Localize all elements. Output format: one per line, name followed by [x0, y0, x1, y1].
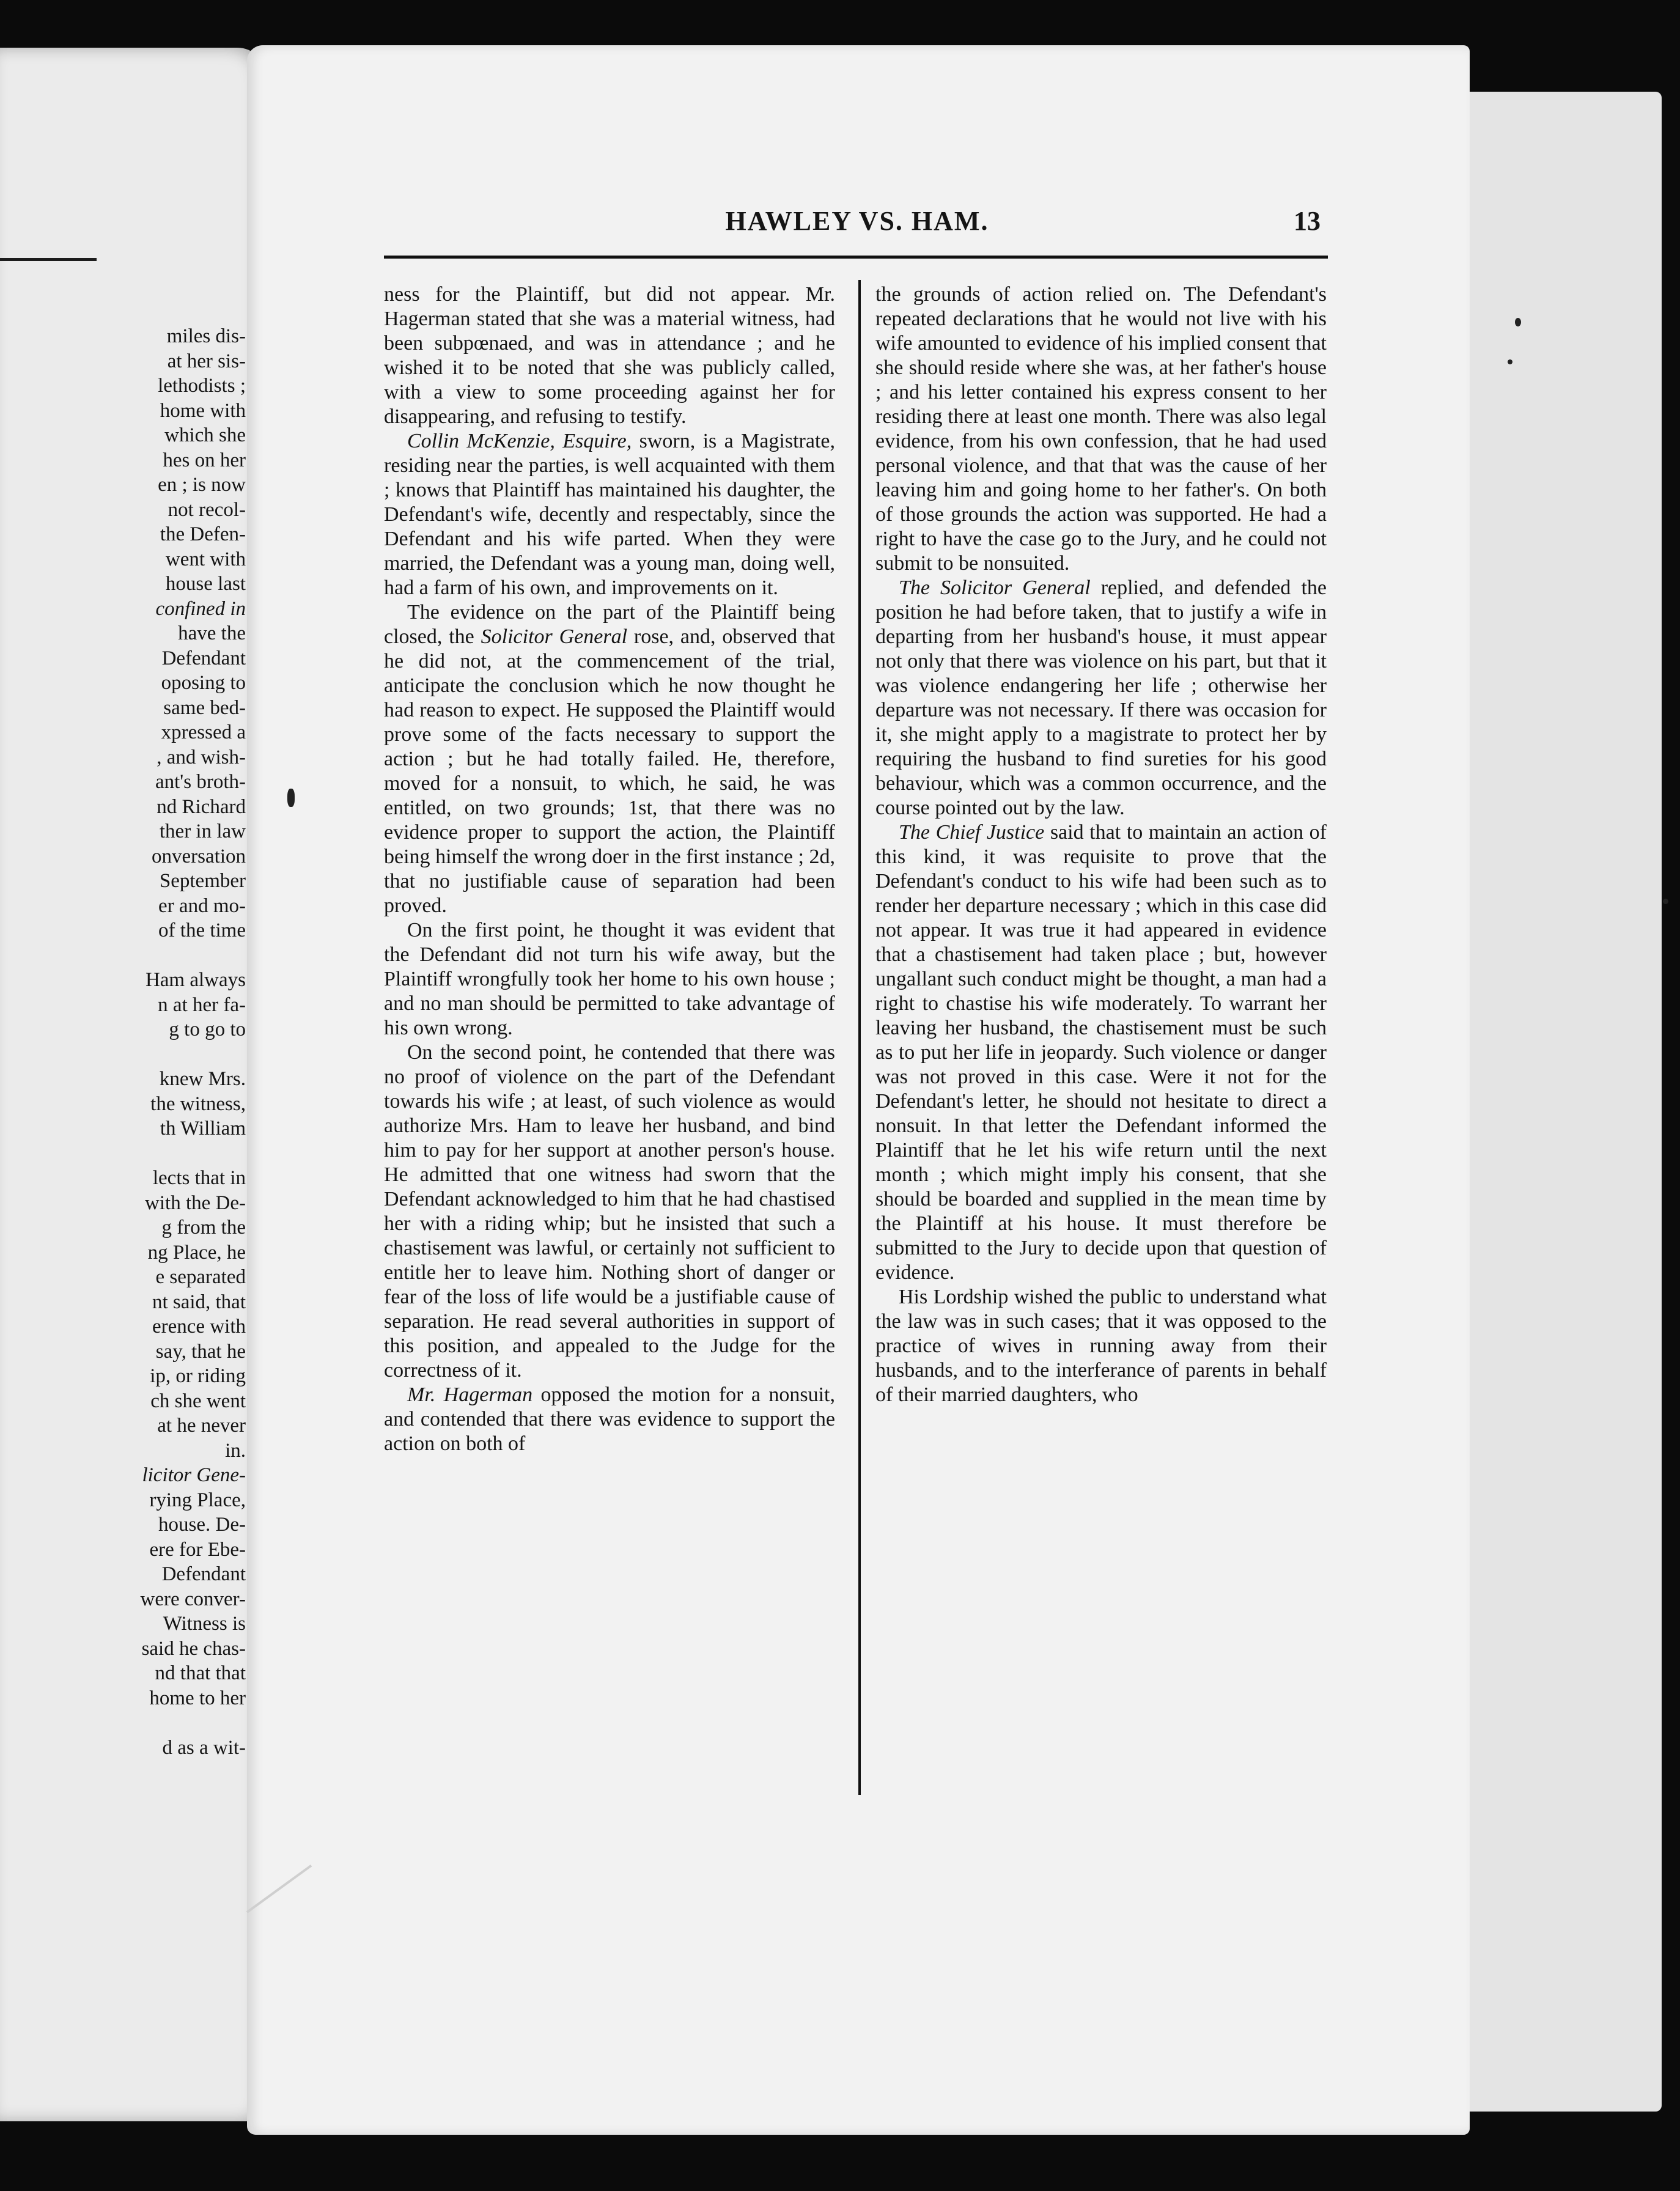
left-page-line: the witness, — [150, 1092, 246, 1115]
speaker-name: Solicitor General — [481, 625, 628, 648]
paragraph-text: the grounds of action relied on. The Defendant's repeated declarations that he would not live with his wife amounted to evidence of his implied consent that she should reside where she was, at her father's house ; and his letter contained his express consent to her residing there at least one month. There was also legal evidence, from his own confession, that he had used personal violence, and that that was the cause of her leaving him and going home to her father's. On both of those grounds the action was supported. He had a right to have the case go to the Jury, and he could not submit to be nonsuited. — [875, 283, 1327, 575]
left-page-line: same bed- — [163, 696, 246, 719]
left-page-line: oposing to — [161, 672, 246, 694]
left-page-line: nd Richard — [157, 795, 246, 818]
left-page-line: g to go to — [169, 1018, 246, 1040]
left-page-line: xpressed a — [161, 721, 246, 743]
ink-speck — [1663, 899, 1668, 904]
ink-speck — [1508, 359, 1512, 364]
left-page-line — [13, 1042, 246, 1067]
paragraph — [875, 820, 1327, 1285]
paragraph — [384, 918, 835, 1040]
left-page-line: Defendant — [161, 1563, 246, 1585]
left-page-line: have the — [178, 622, 246, 644]
left-page-line: th William — [160, 1118, 246, 1140]
left-page-line: Witness is — [163, 1613, 246, 1635]
left-page-line: lects that in — [152, 1167, 246, 1189]
paragraph-text: His Lordship wished the public to understand what the law was in such cases; that it was opposed to the practice of wives in running away from their husbands, and to the interferance of parents in behalf of their married daughters, who — [875, 1286, 1327, 1406]
witness-name: Collin McKenzie, Esquire, — [407, 430, 632, 452]
left-page-line: not recol- — [168, 498, 246, 521]
paragraph-text: rose, and, observed that he did not, at the commencement of the trial, anticipate the conclusion which he now thought he had reason to expect. He supposed the Plaintiff would prove some of the facts necessary to support the action ; but he had totally failed. He, therefore, moved for a nonsuit, to which, he said, he was entitled, on two grounds; 1st, that there was no evidence proper to support the action, the Plaintiff being himself the wrong doer in the first instance ; 2d, that no justifiable cause of separation had been proved. — [384, 625, 835, 917]
left-page-line: erence with — [152, 1316, 246, 1338]
text-column-2 — [875, 282, 1327, 1407]
paragraph — [875, 576, 1327, 820]
left-page-line: home to her — [149, 1687, 246, 1709]
left-page-line: ip, or riding — [150, 1365, 246, 1387]
speaker-name: The Chief Justice — [899, 821, 1045, 844]
left-page-line — [13, 943, 246, 968]
left-page-line: went with — [165, 548, 246, 570]
left-page-line: of the time — [158, 919, 246, 941]
left-page-line: rying Place, — [149, 1489, 246, 1511]
left-page-line: at her sis- — [167, 350, 246, 372]
left-page-line: confined in — [155, 597, 246, 620]
left-page-line: house. De- — [158, 1514, 246, 1536]
left-page-line: onversation — [152, 845, 246, 867]
left-page-line: with the De- — [145, 1191, 246, 1214]
left-page-column — [13, 324, 246, 1760]
paragraph — [384, 429, 835, 600]
left-page-line: said he chas- — [141, 1637, 246, 1660]
left-page-line — [13, 1710, 246, 1736]
left-page-line: ant's broth- — [155, 771, 246, 793]
ink-speck — [1515, 318, 1521, 326]
header-rule — [384, 256, 1328, 259]
left-page-line: ther in law — [159, 820, 246, 842]
left-page-line: which she — [164, 424, 246, 446]
gutter-crease — [246, 1865, 312, 1913]
left-page-line: in. — [225, 1439, 246, 1462]
paragraph-text: sworn, is a Magistrate, residing near the parties, is well acquainted with them ; knows that Plaintiff has maintained his daughter, the Defendant's wife, decently and respectably, since the Defendant and his wife parted. When they were married, the Defendant was a young man, doing well, had a farm of his own, and improvements on it. — [384, 430, 835, 599]
paragraph-text: On the first point, he thought it was evident that the Defendant did not turn his wife away, but the Plaintiff wrongfully took her home to his own house ; and no man should be permitted to take advantage of his own wrong. — [384, 919, 835, 1039]
page-number: 13 — [1294, 206, 1321, 236]
paragraph — [384, 600, 835, 918]
paragraph-text: On the second point, he contended that there was no proof of violence on the part of the Defendant towards his wife ; at least, of such violence as would authorize Mrs. Ham to leave her husband, and bind him to pay for her support at another person's house. He admitted that one witness had sworn that the Defendant acknowledged to him that he had chastised her with a riding whip; but he insisted that such a chastisement was lawful, or certainly not sufficient to entitle her to leave him. Nothing short of danger or fear of the loss of life would be a justifiable cause of separation. He read several authorities in support of this position, and appealed to the Judge for the correctness of it. — [384, 1041, 835, 1382]
paragraph-text: replied, and defended the position he had before taken, that to justify a wife in departing from her husband's house, it must appear not only that there was violence on his part, but that it was violence endangering her life ; otherwise her departure was not necessary. If there was occasion for it, she might apply to a magistrate to protect her by requiring the husband to find sureties for his good behaviour, which was a common occurrence, and the course pointed out by the law. — [875, 576, 1327, 819]
left-page-line: home with — [160, 399, 246, 422]
left-page-line — [13, 1141, 246, 1166]
left-page-line: house last — [165, 573, 246, 595]
paragraph-text: opposed the motion for a nonsuit, and contended that there was evidence to support the action on both of — [384, 1383, 835, 1455]
speaker-name: Mr. Hagerman — [407, 1383, 533, 1406]
left-page-line: d as a wit- — [162, 1736, 246, 1759]
left-page-line: were conver- — [140, 1588, 246, 1610]
left-page-line: say, that he — [155, 1340, 246, 1363]
paragraph — [384, 282, 835, 429]
left-page-line: g from the — [161, 1217, 246, 1239]
left-page-line: , and wish- — [157, 746, 246, 768]
paragraph-text: said that to maintain an action of this kind, it was requisite to prove that the Defendant's conduct to his wife had been such as to render her departure necessary ; which in this case did not appear. It was true it had appeared in evidence that a chastisement had taken place ; but, however ungallant such conduct might be thought, a man had a right to chastise his wife moderately. To warrant her leaving her husband, the chastisement must be such as to put her life in jeopardy. Such violence or danger was not proved in this case. Were it not for the Defendant's letter, he should not hesitate to direct a nonsuit. In that letter the Defendant informed the Plaintiff that he let his wife return until the next month ; which might imply his consent, that she should be boarded and supplied in the mean time by the Plaintiff at his house. It must therefore be submitted to the Jury to decide upon that question of evidence. — [875, 821, 1327, 1284]
left-page-line: miles dis- — [166, 325, 246, 347]
left-page-line: e separated — [155, 1266, 246, 1288]
left-page-line: at he never — [157, 1415, 246, 1437]
left-page-line: n at her fa- — [158, 993, 246, 1016]
ink-speck — [287, 789, 295, 807]
left-page-line: Ham always — [145, 969, 246, 991]
paragraph — [875, 282, 1327, 576]
paragraph-text: ness for the Plaintiff, but did not appear. Mr. Hagerman stated that she was a material witness, had been subpœnaed, and was in attendance ; and he wished it to be noted that she was publicly called, with a view to some proceeding against her for disappearing, and refusing to testify. — [384, 283, 835, 428]
column-divider — [858, 280, 861, 1795]
left-page-line: knew Mrs. — [159, 1068, 246, 1090]
paragraph — [384, 1383, 835, 1456]
left-page-line: licitor Gene- — [142, 1464, 246, 1486]
left-page-line: September — [159, 870, 246, 892]
left-page-line: nd that that — [155, 1662, 246, 1684]
left-page-line: the Defen- — [160, 523, 246, 545]
left-page-line: er and mo- — [158, 894, 246, 917]
left-page-line: ng Place, he — [147, 1241, 246, 1264]
left-page-rule — [0, 258, 97, 261]
paragraph-text: The evidence on the part of the Plaintiff being closed, the — [384, 601, 835, 648]
left-page-line: nt said, that — [152, 1291, 246, 1313]
left-page — [0, 48, 267, 2121]
left-page-line: lethodists ; — [158, 375, 246, 397]
left-page-line: Defendant — [161, 647, 246, 669]
text-column-1 — [384, 282, 835, 1456]
running-head: HAWLEY VS. HAM. — [725, 206, 989, 236]
left-page-line: en ; is now — [158, 474, 246, 496]
left-page-line: ch she went — [150, 1390, 246, 1412]
speaker-name: The Solicitor General — [899, 576, 1091, 599]
left-page-line: hes on her — [163, 449, 246, 471]
paragraph — [875, 1285, 1327, 1407]
paragraph — [384, 1040, 835, 1383]
left-page-line: ere for Ebe- — [149, 1538, 246, 1561]
